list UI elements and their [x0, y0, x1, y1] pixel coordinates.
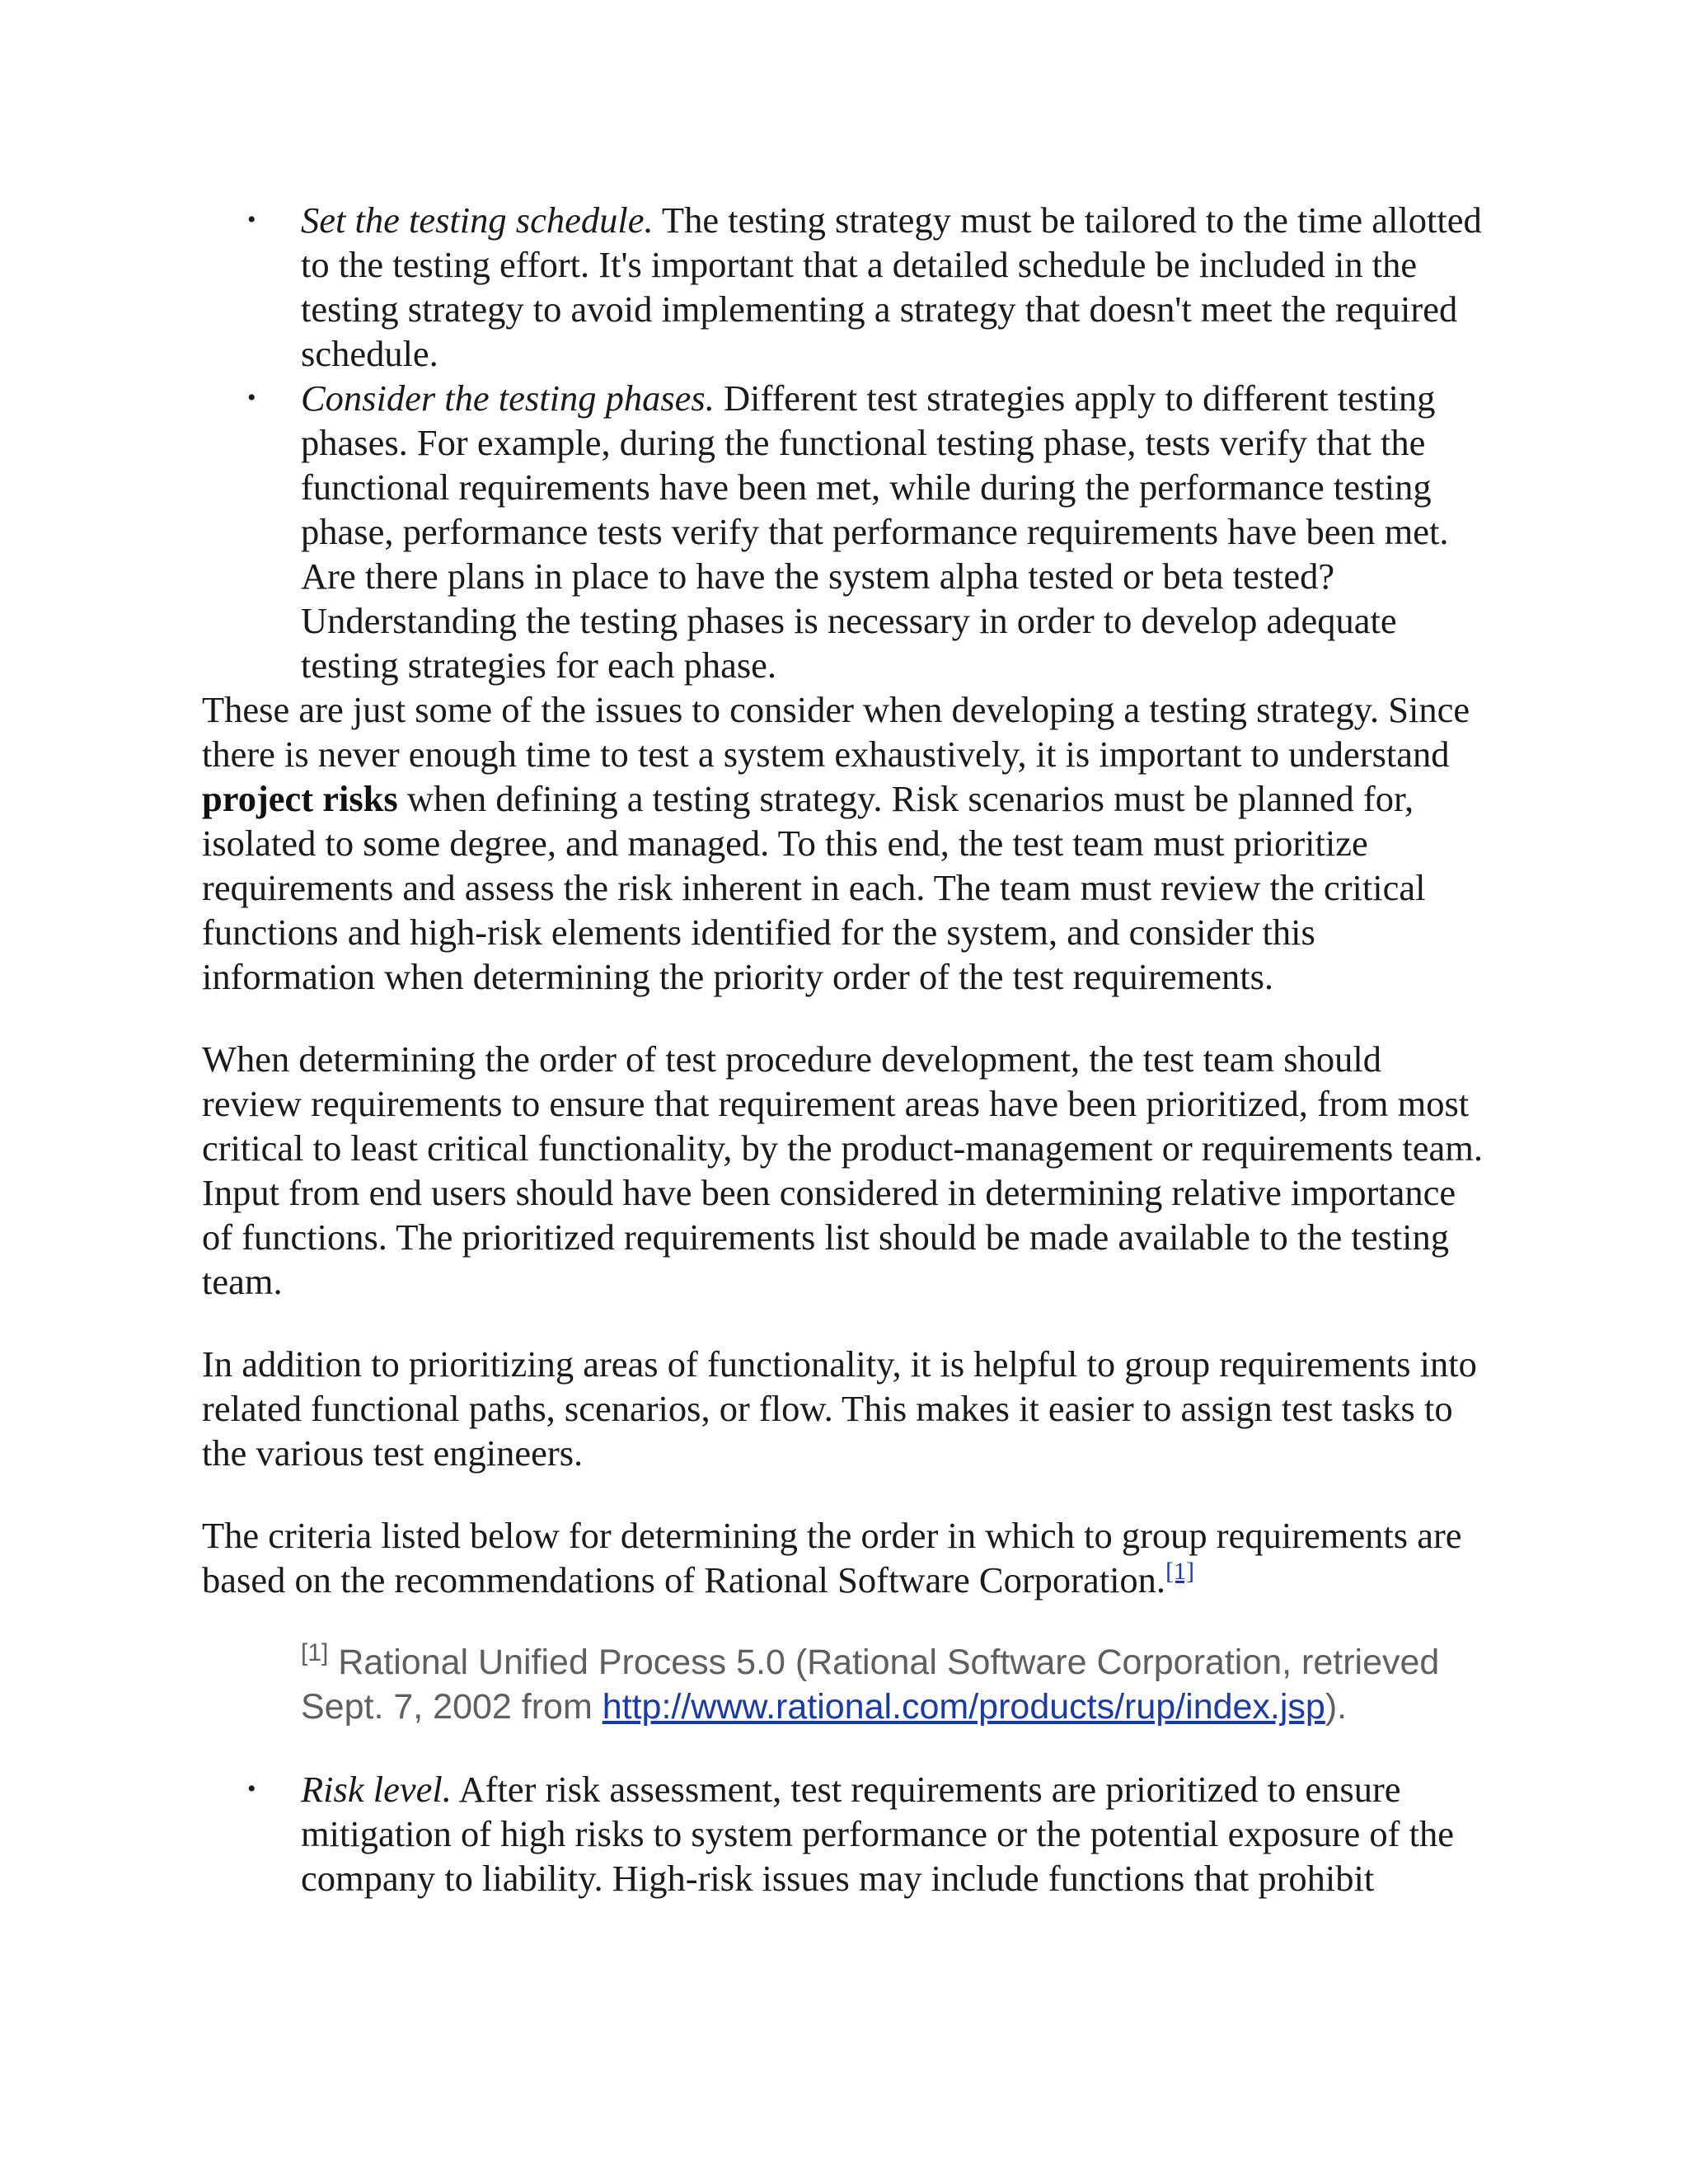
footnote-ref-link[interactable]: [1]: [1165, 1558, 1195, 1585]
item-text: The testing strategy must be tailored to the time allotted to the testing effort. It's important that a detailed schedule be included in the testing strategy to avoid implementing a strategy that doesn't meet the required schedule.: [301, 199, 1482, 374]
bullet-marker: •: [247, 384, 256, 411]
paragraph-text: The criteria listed below for determining the order in which to group requirements are based on the recommendations of Rational Software Corporation.: [202, 1515, 1462, 1601]
paragraph-test-order: When determining the order of test procedure development, the test team should review requirements to ensure that requirement areas have been prioritized, from most critical to least critical functionality, by the product-management or requirements team. Input from end users should have been considered in determining relative importance of functions. The prioritized requirements list should be made available to the testing team.: [202, 1038, 1484, 1302]
footnote-link[interactable]: http://www.rational.com/products/rup/index.jsp: [602, 1687, 1325, 1727]
footnote-text: Rational Unified Process 5.0 (Rational Software Corporation, retrieved Sept. 7, 2002 from: [301, 1643, 1440, 1727]
list-item: [202, 1767, 1488, 1900]
document-page: [202, 198, 1488, 1900]
testing-strategy-list: [202, 198, 1488, 687]
paragraph-project-risks: [202, 687, 1488, 999]
item-lead: Set the testing schedule.: [301, 199, 654, 241]
list-item: [202, 198, 1488, 376]
criteria-list: [202, 1767, 1488, 1900]
paragraph-grouping: In addition to prioritizing areas of functionality, it is helpful to group requirements into related functional paths, scenarios, or flow. This makes it easier to assign test tasks to the various test engineers.: [202, 1343, 1477, 1474]
footnote-tail: ).: [1325, 1687, 1348, 1727]
bullet-marker: •: [247, 1775, 256, 1802]
footnote-reference: [1165, 1558, 1194, 1585]
bullet-marker: •: [247, 206, 256, 233]
paragraph-criteria: [202, 1513, 1488, 1602]
paragraph-text: These are just some of the issues to consider when developing a testing strategy. Since there is never enough time to test a system exhaustively, it is important to understand: [202, 689, 1470, 775]
item-text: After risk assessment, test requirements are prioritized to ensure mitigation of high risks to system performance or the potential exposure of the company to liability. High-risk issues may include functions that prohibit: [301, 1769, 1454, 1899]
item-lead: Consider the testing phases.: [301, 377, 715, 419]
paragraph-text: when defining a testing strategy. Risk scenarios must be planned for, isolated to some degree, and managed. To this end, the test team must prioritize requirements and assess the risk inherent in each. The team must review the critical functions and high-risk elements identified for the system, and consider this information when determining the priority order of the test requirements.: [202, 778, 1426, 997]
item-text: Different test strategies apply to different testing phases. For example, during the functional testing phase, tests verify that the functional requirements have been met, while during the performance testing phase, performance tests verify that performance requirements have been met. Are there plans in place to have the system alpha tested or beta tested? Understanding the testing phases is necessary in order to develop adequate testing strategies for each phase.: [301, 377, 1449, 686]
footnote-mark: [1]: [301, 1639, 329, 1666]
bold-term: project risks: [202, 778, 398, 819]
footnote: [301, 1640, 1488, 1729]
item-lead: Risk level.: [301, 1769, 452, 1810]
list-item: [202, 376, 1488, 687]
